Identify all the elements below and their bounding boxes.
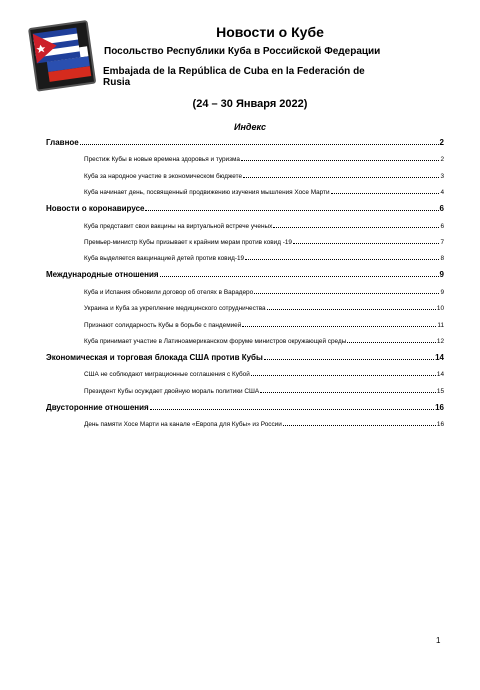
embassy-name-ru: Посольство Республики Куба в Российской Федерации (104, 46, 381, 57)
toc-entry-title: День памяти Хосе Марти на канале «Европа для Кубы» из России (84, 421, 282, 429)
toc-entry-title: Экономическая и торговая блокада США против Кубы (46, 352, 263, 362)
document-title: Новости о Кубе (216, 24, 324, 40)
toc-entry-title: США не соблюдают миграционные соглашения с Кубой (84, 371, 250, 379)
toc-page-number: 14 (436, 371, 444, 379)
dot-leader (150, 409, 434, 410)
date-range: (24 – 30 Января 2022) (192, 98, 308, 110)
dot-leader (273, 227, 439, 228)
toc-page-number: 6 (440, 222, 444, 230)
toc-page-number: 10 (436, 305, 444, 313)
toc-page-number: 9 (439, 270, 444, 280)
toc-section-row[interactable] (46, 130, 444, 147)
toc-section-row[interactable] (46, 395, 444, 412)
index-heading: Индекс (233, 122, 267, 132)
dot-leader (145, 210, 438, 211)
dot-leader (241, 160, 439, 161)
toc-entry-title: Куба и Испания обновили договор об отелях в Варадеро (84, 288, 254, 296)
toc-entry-row[interactable] (46, 180, 444, 196)
toc-entry-title: Международные отношения (46, 270, 159, 280)
toc-entry-row[interactable] (46, 412, 444, 428)
toc-page-number: 2 (440, 156, 444, 164)
toc-page-number: 16 (435, 402, 444, 412)
toc-page-number: 16 (436, 421, 444, 429)
toc-entry-title: Премьер-министр Кубы призывает к крайним мерам против ковид -19 (84, 238, 292, 246)
toc-page-number: 3 (440, 172, 444, 180)
toc-entry-title: Престиж Кубы в новые времена здоровья и туризма (84, 156, 240, 164)
dot-leader (243, 177, 439, 178)
toc-entry-title: Куба принимает участие в Латиноамериканском форуме министров окружающей среды (84, 337, 347, 345)
toc-entry-title: Куба начинает день, посвященный продвижению изучения мышления Хосе Марти (84, 189, 330, 197)
toc-entry-title: Куба за народное участие в экономическом бюджете (84, 172, 243, 180)
toc-entry-row[interactable] (46, 279, 444, 295)
dot-leader (267, 309, 436, 310)
dot-leader (283, 425, 436, 426)
toc-entry-row[interactable] (46, 163, 444, 179)
table-of-contents (46, 130, 444, 428)
toc-entry-title: Новости о коронавирусе (46, 204, 145, 214)
dot-leader (245, 259, 439, 260)
page-number: 1 (436, 636, 441, 645)
toc-entry-row[interactable] (46, 296, 444, 312)
toc-entry-row[interactable] (46, 312, 444, 328)
dot-leader (331, 193, 440, 194)
dot-leader (293, 243, 439, 244)
toc-entry-row[interactable] (46, 147, 444, 163)
toc-page-number: 8 (440, 255, 444, 263)
cuba-russia-flags-logo (24, 14, 98, 96)
toc-entry-title: Куба выделяется вакцинацией детей против ковид-19 (84, 255, 245, 263)
toc-page-number: 15 (436, 387, 444, 395)
toc-entry-row[interactable] (46, 329, 444, 345)
toc-entry-title: Украина и Куба за укрепление медицинского сотрудничества (84, 305, 266, 313)
dot-leader (80, 144, 439, 145)
toc-page-number: 6 (439, 204, 444, 214)
dot-leader (347, 342, 436, 343)
dot-leader (160, 276, 439, 277)
embassy-name-es: Embajada de la República de Cuba en la Federación de Rusia (103, 66, 365, 88)
toc-section-row[interactable] (46, 345, 444, 362)
toc-entry-title: Главное (46, 138, 79, 147)
toc-page-number: 7 (440, 238, 444, 246)
toc-entry-row[interactable] (46, 378, 444, 394)
toc-entry-title: Признают солидарность Кубы в борьбе с пандемией (84, 321, 242, 329)
dot-leader (254, 293, 439, 294)
toc-entry-row[interactable] (46, 213, 444, 229)
toc-entry-row[interactable] (46, 230, 444, 246)
toc-entry-title: Куба представит свои вакцины на виртуальной встрече ученых (84, 222, 273, 230)
dot-leader (242, 326, 436, 327)
toc-entry-row[interactable] (46, 362, 444, 378)
dot-leader (260, 392, 436, 393)
toc-page-number: 4 (440, 189, 444, 197)
toc-entry-row[interactable] (46, 246, 444, 262)
toc-page-number: 11 (437, 321, 444, 329)
toc-entry-title: Президент Кубы осуждает двойную мораль политики США (84, 387, 260, 395)
dot-leader (264, 359, 434, 360)
toc-page-number: 9 (440, 288, 444, 296)
toc-page-number: 14 (435, 352, 444, 362)
dot-leader (251, 375, 436, 376)
toc-section-row[interactable] (46, 262, 444, 279)
toc-page-number: 2 (439, 138, 444, 147)
toc-page-number: 12 (436, 337, 444, 345)
toc-section-row[interactable] (46, 196, 444, 213)
toc-entry-title: Двусторонние отношения (46, 402, 149, 412)
